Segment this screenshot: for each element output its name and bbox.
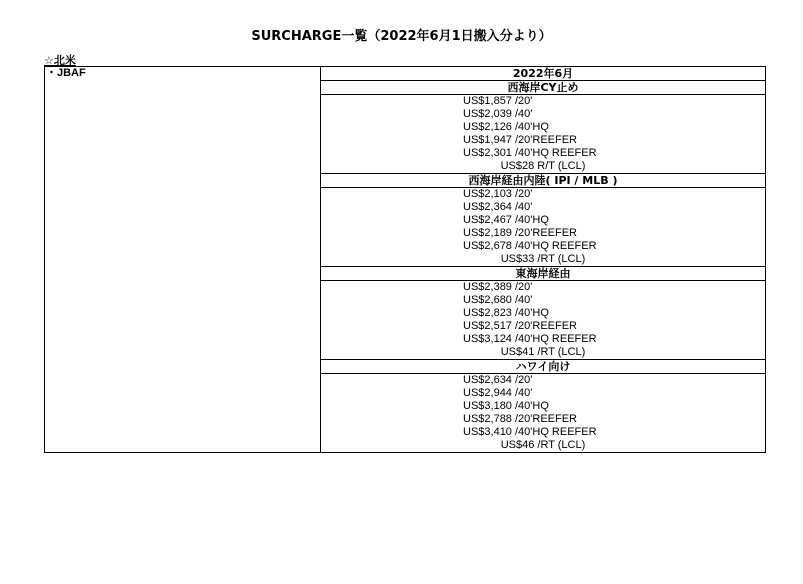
rate-value: US$2,126 /40'HQ <box>463 121 549 133</box>
rate-value: US$2,680 /40' <box>463 294 533 306</box>
document-title: SURCHARGE一覧（2022年6月1日搬入分より） <box>251 29 552 44</box>
surcharge-table-body <box>45 67 766 453</box>
lcl-rate-value: US$28 R/T (LCL) <box>500 160 586 172</box>
rate-value: US$2,634 /20' <box>463 374 533 386</box>
rate-value: US$2,103 /20' <box>463 188 533 200</box>
rate-value: US$2,301 /40'HQ REEFER <box>463 147 597 159</box>
rate-value: US$2,467 /40'HQ <box>463 214 549 226</box>
rate-value: US$2,364 /40' <box>463 201 533 213</box>
section-heading: 西海岸経由内陸( IPI / MLB ) <box>321 174 766 188</box>
section-heading: ハワイ向け <box>321 360 766 374</box>
month-header: 2022年6月 <box>321 67 766 81</box>
rate-value: US$1,947 /20'REEFER <box>463 134 577 146</box>
surcharge-table <box>44 66 766 453</box>
lcl-rate-value: US$46 /RT (LCL) <box>500 439 586 451</box>
rate-value: US$2,678 /40'HQ REEFER <box>463 240 597 252</box>
carrier-cell <box>45 67 321 453</box>
rate-value: US$2,788 /20'REEFER <box>463 413 577 425</box>
carrier-name: ・JBAF <box>46 67 86 79</box>
rate-value: US$2,517 /20'REEFER <box>463 320 577 332</box>
rate-value: US$2,823 /40'HQ <box>463 307 549 319</box>
rate-value: US$3,410 /40'HQ REEFER <box>463 426 597 438</box>
lcl-rate-value: US$41 /RT (LCL) <box>500 346 586 358</box>
rate-value: US$2,944 /40' <box>463 387 533 399</box>
table-header-row <box>45 67 766 81</box>
rate-value: US$2,389 /20' <box>463 281 533 293</box>
lcl-rate-value: US$33 /RT (LCL) <box>500 253 586 265</box>
rate-value: US$3,180 /40'HQ <box>463 400 549 412</box>
rate-value: US$2,189 /20'REEFER <box>463 227 577 239</box>
section-heading: 東海岸経由 <box>321 267 766 281</box>
rate-value: US$1,857 /20' <box>463 95 533 107</box>
section-heading: 西海岸CY止め <box>321 81 766 95</box>
rate-value: US$3,124 /40'HQ REEFER <box>463 333 597 345</box>
region-heading: ☆北米 <box>44 54 76 67</box>
rate-value: US$2,039 /40' <box>463 108 533 120</box>
